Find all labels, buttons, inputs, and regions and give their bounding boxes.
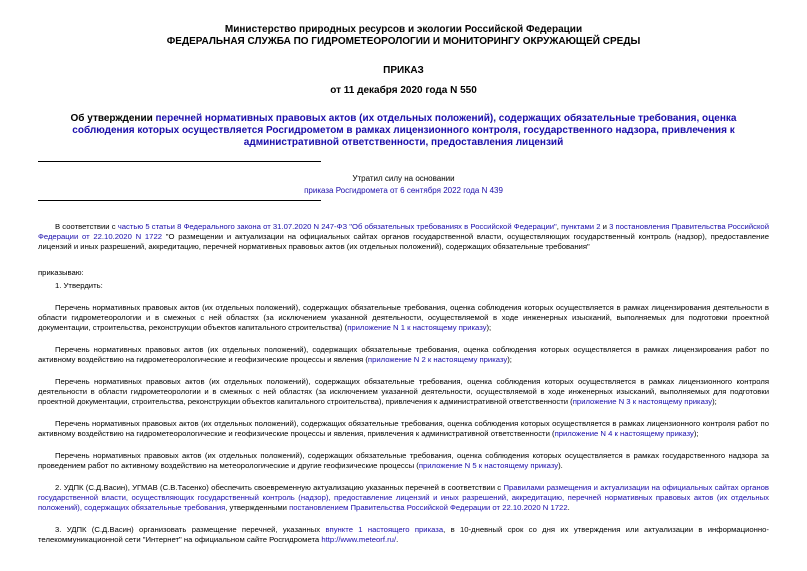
decree-1722-link-2[interactable]: постановлением Правительства Российской Федерации от 22.10.2020 N 1722	[289, 503, 568, 512]
divider-top	[38, 161, 321, 162]
item-2-text: 2. УДПК (С.Д.Васин), УГМАВ (С.В.Тасенко) обеспечить своевременную актуализацию указанных перечней в соответствии с	[55, 483, 504, 492]
list-text: Перечень нормативных правовых актов (их отдельных положений), содержащих обязательные требования, оценка соблюдения которых осуществляется в рамках лицензирования деятельности в области гидрометеорологии и в смежных с ней областях (за исключением указанной деятельности, осуществляемой в ходе инженерных изысканий, выполняемых для подготовки проектной документации, строительства, реконструкции объектов капитального строительства) (	[38, 303, 769, 332]
list-text: Перечень нормативных правовых актов (их отдельных положений), содержащих обязательные требования, оценка соблюдения которых осуществляется в рамках лицензионного контроля деятельности в области гидрометеорологии и в смежных с ней областях (за исключением указанной деятельности, осуществляемой в ходе инженерных изысканий, выполняемых для подготовки проектной документации, строительства, реконструкции объектов капитального строительства), привлечения к административной ответственности (	[38, 377, 769, 406]
orders-label: приказываю:	[38, 268, 84, 277]
preamble-text: В соответствии с	[55, 222, 118, 231]
preamble-text: и	[600, 222, 610, 231]
appendix-5-link[interactable]: приложение N 5 к настоящему приказу	[418, 461, 559, 470]
document-body	[38, 222, 769, 545]
list-text: Перечень нормативных правовых актов (их отдельных положений), содержащих обязательные требования, оценка соблюдения которых осуществляется в рамках лицензионного контроля работ по активному воздействию на гидрометеорологические и геофизические процессы и явления, привлечения к административной ответственности (	[38, 419, 769, 438]
list-text-end: );	[507, 355, 512, 364]
appendix-1-link[interactable]: приложение N 1 к настоящему приказу	[347, 323, 487, 332]
preamble-paragraph	[38, 222, 769, 252]
appendix-2-link[interactable]: приложение N 2 к настоящему приказу	[367, 355, 508, 364]
list-text: Перечень нормативных правовых актов (их отдельных положений), содержащих обязательные требования, оценка соблюдения которых осуществляется в рамках государственного надзора за проведением работ по активному воздействию на метеорологические и другие геофизические процессы (	[38, 451, 769, 470]
appendix-3-link[interactable]: приложение N 3 к настоящему приказу	[572, 397, 713, 406]
meteorf-website-link[interactable]: http://www.meteorf.ru/	[321, 535, 397, 544]
lapsed-order-link[interactable]: приказа Росгидромета от 6 сентября 2022 года N 439	[304, 186, 503, 195]
document-header	[38, 24, 769, 48]
document-type: ПРИКАЗ	[383, 65, 424, 76]
item-2-paragraph	[38, 483, 769, 513]
list-text-end: );	[486, 323, 492, 332]
list-paragraph-2	[38, 345, 769, 365]
item-3-paragraph	[38, 525, 769, 545]
preamble-text: ,	[556, 222, 562, 231]
item-3-text: , в 10-дневный срок со дня их утверждения или актуализации в информационно-телекоммуникационной сети "Интернет" на официальном сайте Росгидромета	[38, 525, 769, 544]
list-text: Перечень нормативных правовых актов (их отдельных положений), содержащих обязательные требования, оценка соблюдения которых осуществляется в рамках лицензирования работ по активному воздействию на гидрометеорологические и геофизические процессы и явления (	[38, 345, 769, 364]
list-text-end: );	[712, 397, 717, 406]
appendix-4-link[interactable]: приложение N 4 к настоящему приказу	[554, 429, 694, 438]
item-2-text: .	[567, 503, 570, 512]
item-3-text: .	[396, 535, 399, 544]
item-1-label: 1. Утвердить:	[55, 281, 103, 290]
point-1-link[interactable]: впункте 1 настоящего приказа	[325, 525, 444, 534]
list-paragraph-1	[38, 303, 769, 333]
decree-1722-link[interactable]: 3 постановления Правительства Российской Федерации от 22.10.2020 N 1722	[38, 222, 769, 241]
law-247-link[interactable]: частью 5 статьи 8 Федерального закона от 31.07.2020 N 247-ФЗ "Об обязательных требованиях в Российской Федерации"	[117, 222, 557, 231]
preamble-text: "О размещении и актуализации на официальных сайтах органов государственной власти, осуществляющих государственный контроль (надзор), предоставление лицензий и иных разрешений, аккредитацию, перечней нормативных правовых актов (их отдельных положений), содержащих обязательные требования"	[38, 232, 769, 251]
ministry-name: Министерство природных ресурсов и экологии Российской Федерации	[224, 24, 583, 35]
document-date-number: от 11 декабря 2020 года N 550	[330, 85, 477, 96]
service-name: ФЕДЕРАЛЬНАЯ СЛУЖБА ПО ГИДРОМЕТЕОРОЛОГИИ И МОНИТОРИНГУ ОКРУЖАЮЩЕЙ СРЕДЫ	[166, 36, 641, 47]
subject-link[interactable]: перечней нормативных правовых актов (их отдельных положений), содержащих обязательные требования, оценка соблюдения которых осуществляется Росгидрометом в рамках лицензионного контроля, государственного надзора, привлечения к административной ответственности, предоставления лицензий	[72, 113, 737, 148]
document-subject	[50, 113, 757, 149]
list-paragraph-5	[38, 451, 769, 471]
rules-link[interactable]: Правилами размещения и актуализации на официальных сайтах органов государственной власти, осуществляющих государственный контроль (надзор), предоставление лицензий и иных разрешений, аккредитацию, перечней нормативных правовых актов (их отдельных положений), содержащих обязательные требования	[38, 483, 769, 512]
subject-prefix: Об утверждении	[70, 113, 156, 124]
list-text-end: );	[693, 429, 699, 438]
item-3-text: 3. УДПК (С.Д.Васин) организовать размещение перечней, указанных	[55, 525, 326, 534]
divider-bottom	[38, 200, 321, 201]
lapsed-note-link-row	[38, 186, 769, 196]
item-2-text: , утвержденными	[225, 503, 290, 512]
lapsed-note: Утратил силу на основании	[352, 174, 455, 183]
points-2-link[interactable]: пунктами 2	[561, 222, 601, 231]
list-paragraph-4	[38, 419, 769, 439]
list-paragraph-3	[38, 377, 769, 407]
list-text-end: ).	[558, 461, 563, 470]
